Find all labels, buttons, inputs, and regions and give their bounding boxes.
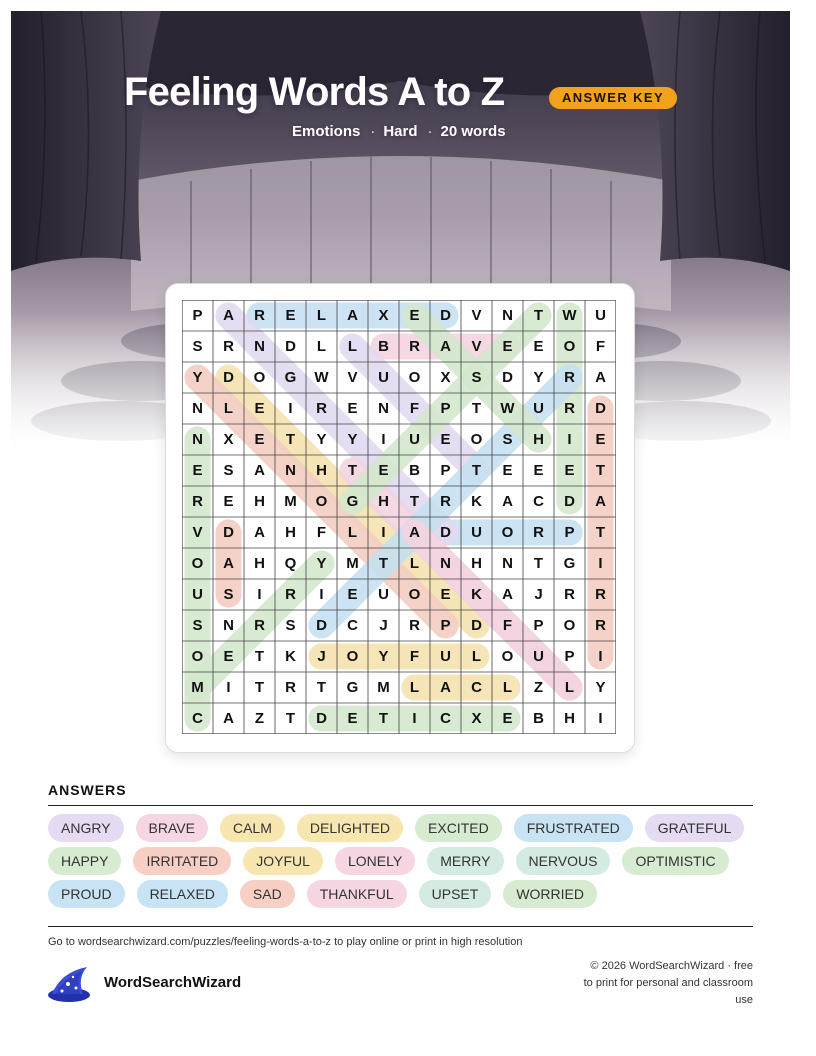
grid-cell[interactable]: S: [192, 617, 203, 634]
grid-cell[interactable]: J: [317, 648, 326, 665]
grid-cell[interactable]: U: [378, 369, 389, 386]
grid-cell[interactable]: I: [412, 710, 417, 727]
answer-word: MERRY: [427, 847, 503, 875]
grid-cell[interactable]: D: [440, 524, 451, 541]
grid-cell[interactable]: N: [192, 431, 203, 448]
word-count-label: 20 words: [440, 123, 506, 140]
grid-cell[interactable]: M: [191, 679, 204, 696]
grid-cell[interactable]: C: [192, 710, 203, 727]
grid-cell[interactable]: C: [440, 710, 451, 727]
grid-cell[interactable]: D: [502, 369, 513, 386]
grid-cell[interactable]: Z: [533, 679, 544, 696]
grid-cell[interactable]: H: [254, 555, 265, 572]
grid-cell[interactable]: F: [409, 400, 420, 417]
grid-cell[interactable]: Y: [378, 648, 389, 665]
puzzle-meta: [292, 123, 506, 140]
grid-cell[interactable]: T: [254, 648, 265, 665]
grid-cell[interactable]: O: [563, 617, 576, 634]
grid-cell[interactable]: N: [440, 555, 451, 572]
grid-cell[interactable]: M: [284, 493, 297, 510]
answer-word: EXCITED: [415, 814, 502, 842]
answer-row: [48, 880, 768, 908]
grid-cell[interactable]: H: [564, 710, 575, 727]
grid-cell[interactable]: O: [563, 338, 576, 355]
grid-cell[interactable]: S: [471, 369, 482, 386]
grid-cell[interactable]: U: [409, 431, 420, 448]
grid-cell[interactable]: R: [192, 493, 203, 510]
grid-cell[interactable]: C: [471, 679, 482, 696]
grid-cell[interactable]: X: [471, 710, 482, 727]
grid-cell[interactable]: E: [254, 431, 265, 448]
answer-word: PROUD: [48, 880, 125, 908]
grid-cell[interactable]: V: [347, 369, 358, 386]
grid-cell[interactable]: E: [533, 462, 544, 479]
word-search-grid[interactable]: [182, 300, 616, 734]
grid-cell[interactable]: Y: [192, 369, 203, 386]
grid-cell[interactable]: F: [502, 617, 513, 634]
grid-cell[interactable]: A: [409, 524, 420, 541]
grid-cell[interactable]: A: [502, 493, 513, 510]
grid-cell[interactable]: T: [595, 462, 606, 479]
grid-cell[interactable]: I: [598, 555, 603, 572]
grid-cell[interactable]: B: [409, 462, 420, 479]
grid-cell[interactable]: A: [440, 679, 451, 696]
grid-cell[interactable]: A: [223, 555, 234, 572]
grid-cell[interactable]: A: [595, 369, 606, 386]
meta-separator: ·: [427, 123, 433, 140]
grid-cell[interactable]: Y: [533, 369, 544, 386]
grid-cell[interactable]: T: [254, 679, 265, 696]
grid-cell[interactable]: L: [316, 307, 327, 324]
grid-cell[interactable]: B: [533, 710, 544, 727]
answer-word: LONELY: [335, 847, 415, 875]
grid-cell[interactable]: N: [254, 338, 265, 355]
answer-word: UPSET: [419, 880, 492, 908]
grid-cell[interactable]: T: [409, 493, 420, 510]
grid-cell[interactable]: E: [347, 710, 358, 727]
grid-cell[interactable]: E: [440, 431, 451, 448]
grid-cell[interactable]: U: [533, 648, 544, 665]
grid-cell[interactable]: I: [567, 431, 572, 448]
grid-cell[interactable]: O: [315, 493, 328, 510]
grid-cell[interactable]: W: [500, 400, 515, 417]
footer-link[interactable]: Go to wordsearchwizard.com/puzzles/feeling-words-a-to-z to play online or print in high resolution: [48, 936, 523, 948]
answer-word: THANKFUL: [307, 880, 407, 908]
grid-cell[interactable]: H: [471, 555, 482, 572]
grid-cell[interactable]: Y: [316, 431, 327, 448]
grid-cell[interactable]: I: [381, 524, 386, 541]
grid-cell[interactable]: E: [595, 431, 606, 448]
grid-cell[interactable]: W: [314, 369, 329, 386]
grid-cell[interactable]: D: [316, 617, 327, 634]
answer-word: GRATEFUL: [645, 814, 745, 842]
grid-cell[interactable]: E: [192, 462, 203, 479]
answer-word: NERVOUS: [516, 847, 611, 875]
grid-cell[interactable]: K: [285, 648, 296, 665]
grid-cell[interactable]: E: [378, 462, 389, 479]
grid-cell[interactable]: R: [223, 338, 234, 355]
grid-cell[interactable]: T: [595, 524, 606, 541]
grid-cell[interactable]: D: [223, 369, 234, 386]
grid-cell[interactable]: I: [288, 400, 293, 417]
grid-cell[interactable]: C: [533, 493, 544, 510]
grid-cell[interactable]: L: [409, 679, 420, 696]
meta-separator: ·: [370, 123, 376, 140]
grid-cell[interactable]: S: [223, 462, 234, 479]
grid-cell[interactable]: T: [316, 679, 327, 696]
grid-cell[interactable]: O: [408, 369, 421, 386]
grid-cell[interactable]: G: [346, 493, 359, 510]
grid-cell[interactable]: R: [409, 338, 420, 355]
grid-cell[interactable]: A: [347, 307, 358, 324]
grid-cell[interactable]: E: [223, 493, 234, 510]
grid-cell[interactable]: D: [564, 493, 575, 510]
grid-cell[interactable]: T: [533, 555, 544, 572]
copyright-text: © 2026 WordSearchWizard · free to print for personal and classroom use: [583, 960, 753, 1006]
grid-cell[interactable]: E: [502, 462, 513, 479]
grid-cell[interactable]: E: [347, 400, 358, 417]
grid-cell[interactable]: V: [471, 338, 482, 355]
grid-cell[interactable]: I: [381, 431, 386, 448]
grid-cell[interactable]: T: [378, 555, 389, 572]
answer-word: SAD: [240, 880, 295, 908]
grid-cell[interactable]: T: [285, 710, 296, 727]
answer-word: RELAXED: [137, 880, 228, 908]
grid-cell[interactable]: H: [254, 493, 265, 510]
grid-cell[interactable]: O: [408, 586, 421, 603]
grid-cell[interactable]: L: [316, 338, 327, 355]
grid-cell[interactable]: O: [346, 648, 359, 665]
grid-cell[interactable]: H: [316, 462, 327, 479]
grid-cell[interactable]: E: [533, 338, 544, 355]
wizard-hat-icon: [47, 964, 93, 1009]
grid-cell[interactable]: M: [346, 555, 359, 572]
grid-cell[interactable]: R: [254, 617, 265, 634]
grid-cell[interactable]: S: [502, 431, 513, 448]
grid-cell[interactable]: E: [223, 648, 234, 665]
grid-cell[interactable]: U: [378, 586, 389, 603]
grid-cell[interactable]: L: [347, 338, 358, 355]
grid-cell[interactable]: G: [563, 555, 576, 572]
grid-cell[interactable]: T: [471, 462, 482, 479]
grid-cell[interactable]: I: [598, 648, 603, 665]
grid-cell[interactable]: J: [534, 586, 543, 603]
grid-cell[interactable]: A: [254, 462, 265, 479]
grid-cell[interactable]: R: [254, 307, 265, 324]
grid-cell[interactable]: K: [471, 586, 482, 603]
grid-cell[interactable]: X: [223, 431, 234, 448]
answer-word: CALM: [220, 814, 285, 842]
difficulty-label: Hard: [383, 123, 418, 140]
grid-cell[interactable]: E: [254, 400, 265, 417]
grid-cell[interactable]: R: [564, 369, 575, 386]
grid-cell[interactable]: T: [347, 462, 358, 479]
grid-cell[interactable]: N: [502, 555, 513, 572]
grid-cell[interactable]: V: [471, 307, 482, 324]
grid-cell[interactable]: L: [564, 679, 575, 696]
grid-cell[interactable]: P: [440, 617, 451, 634]
grid-cell[interactable]: E: [409, 307, 420, 324]
divider: [48, 805, 753, 806]
grid-cell[interactable]: U: [533, 400, 544, 417]
grid-cell[interactable]: L: [471, 648, 482, 665]
answer-word: DELIGHTED: [297, 814, 403, 842]
grid-cell[interactable]: O: [501, 648, 514, 665]
grid-cell[interactable]: Y: [595, 679, 606, 696]
grid-cell[interactable]: V: [192, 524, 203, 541]
grid-cell[interactable]: O: [191, 555, 204, 572]
brand-name[interactable]: WordSearchWizard: [104, 974, 242, 991]
divider: [48, 926, 753, 927]
grid-cell[interactable]: N: [192, 400, 203, 417]
grid-cell[interactable]: D: [471, 617, 482, 634]
answer-word: IRRITATED: [133, 847, 231, 875]
grid-cell[interactable]: G: [346, 679, 359, 696]
answer-list: [48, 814, 768, 913]
grid-cell[interactable]: P: [533, 617, 544, 634]
grid-cell[interactable]: N: [285, 462, 296, 479]
grid-cell[interactable]: I: [257, 586, 262, 603]
grid-cell[interactable]: I: [598, 710, 603, 727]
grid-cell[interactable]: Y: [347, 431, 358, 448]
grid-cell[interactable]: E: [285, 307, 296, 324]
grid-cell[interactable]: Q: [284, 555, 297, 572]
grid-cell[interactable]: S: [285, 617, 296, 634]
grid-cell[interactable]: O: [470, 431, 483, 448]
grid-cell[interactable]: I: [226, 679, 231, 696]
answer-row: [48, 814, 768, 842]
grid-cell[interactable]: R: [285, 679, 296, 696]
grid-cell[interactable]: J: [379, 617, 388, 634]
answer-word: ANGRY: [48, 814, 124, 842]
grid-cell[interactable]: L: [223, 400, 234, 417]
grid-cell[interactable]: A: [502, 586, 513, 603]
grid-cell[interactable]: A: [254, 524, 265, 541]
grid-cell[interactable]: E: [502, 710, 513, 727]
grid-cell[interactable]: D: [595, 400, 606, 417]
grid-cell[interactable]: C: [347, 617, 358, 634]
grid-cell[interactable]: P: [440, 462, 451, 479]
grid-cell[interactable]: P: [564, 648, 575, 665]
grid-cell[interactable]: O: [191, 648, 204, 665]
answer-word: BRAVE: [136, 814, 208, 842]
answers-heading: ANSWERS: [48, 782, 127, 798]
grid-cell[interactable]: P: [440, 400, 451, 417]
grid-cell[interactable]: E: [440, 586, 451, 603]
grid-cell[interactable]: W: [562, 307, 577, 324]
answer-row: [48, 847, 768, 875]
grid-cell[interactable]: P: [192, 307, 203, 324]
grid-cell[interactable]: P: [564, 524, 575, 541]
grid-cell[interactable]: F: [409, 648, 420, 665]
grid-cell[interactable]: R: [440, 493, 451, 510]
page-title: Feeling Words A to Z: [124, 70, 505, 114]
grid-cell[interactable]: D: [223, 524, 234, 541]
grid-cell[interactable]: T: [533, 307, 544, 324]
grid-cell[interactable]: L: [502, 679, 513, 696]
grid-cell[interactable]: R: [409, 617, 420, 634]
grid-cell[interactable]: E: [502, 338, 513, 355]
grid-cell[interactable]: R: [595, 586, 606, 603]
grid-cell[interactable]: T: [471, 400, 482, 417]
answer-key-badge: ANSWER KEY: [549, 87, 677, 109]
grid-cell[interactable]: N: [223, 617, 234, 634]
grid-cell[interactable]: D: [285, 338, 296, 355]
grid-cell[interactable]: Z: [254, 710, 265, 727]
category-label: Emotions: [292, 123, 361, 140]
grid-cell[interactable]: S: [223, 586, 234, 603]
grid-cell[interactable]: A: [223, 307, 234, 324]
grid-cell[interactable]: R: [285, 586, 296, 603]
grid-cell[interactable]: D: [440, 307, 451, 324]
grid-cell[interactable]: U: [595, 307, 606, 324]
grid-cell[interactable]: Y: [316, 555, 327, 572]
grid-cell[interactable]: L: [347, 524, 358, 541]
grid-cell[interactable]: U: [440, 648, 451, 665]
grid-cell[interactable]: E: [347, 586, 358, 603]
grid-cell[interactable]: X: [378, 307, 389, 324]
answer-word: HAPPY: [48, 847, 121, 875]
grid-cell[interactable]: R: [564, 400, 575, 417]
answer-word: JOYFUL: [243, 847, 323, 875]
grid-cell[interactable]: R: [564, 586, 575, 603]
answer-word: WORRIED: [503, 880, 597, 908]
grid-cell[interactable]: N: [502, 307, 513, 324]
grid-cell[interactable]: G: [284, 369, 297, 386]
grid-cell[interactable]: A: [595, 493, 606, 510]
grid-cell[interactable]: T: [285, 431, 296, 448]
grid-cell[interactable]: S: [192, 338, 203, 355]
grid-cell[interactable]: E: [564, 462, 575, 479]
grid-cell[interactable]: B: [378, 338, 389, 355]
grid-cell[interactable]: F: [316, 524, 327, 541]
grid-cell[interactable]: D: [316, 710, 327, 727]
grid-cell[interactable]: O: [253, 369, 266, 386]
grid-cell[interactable]: R: [316, 400, 327, 417]
grid-cell[interactable]: H: [285, 524, 296, 541]
grid-cells: [182, 300, 616, 734]
grid-cell[interactable]: X: [440, 369, 451, 386]
grid-cell[interactable]: A: [223, 710, 234, 727]
grid-cell[interactable]: M: [377, 679, 390, 696]
grid-cell[interactable]: T: [378, 710, 389, 727]
grid-cell[interactable]: L: [409, 555, 420, 572]
grid-cell[interactable]: F: [595, 338, 606, 355]
answer-word: OPTIMISTIC: [622, 847, 728, 875]
grid-cell[interactable]: H: [378, 493, 389, 510]
grid-cell[interactable]: U: [192, 586, 203, 603]
grid-cell[interactable]: H: [533, 431, 544, 448]
grid-cell[interactable]: A: [440, 338, 451, 355]
grid-cell[interactable]: R: [595, 617, 606, 634]
grid-cell[interactable]: R: [533, 524, 544, 541]
grid-cell[interactable]: I: [319, 586, 324, 603]
answer-word: FRUSTRATED: [514, 814, 633, 842]
grid-cell[interactable]: U: [471, 524, 482, 541]
grid-cell[interactable]: K: [471, 493, 482, 510]
grid-cell[interactable]: N: [378, 400, 389, 417]
grid-cell[interactable]: O: [501, 524, 514, 541]
